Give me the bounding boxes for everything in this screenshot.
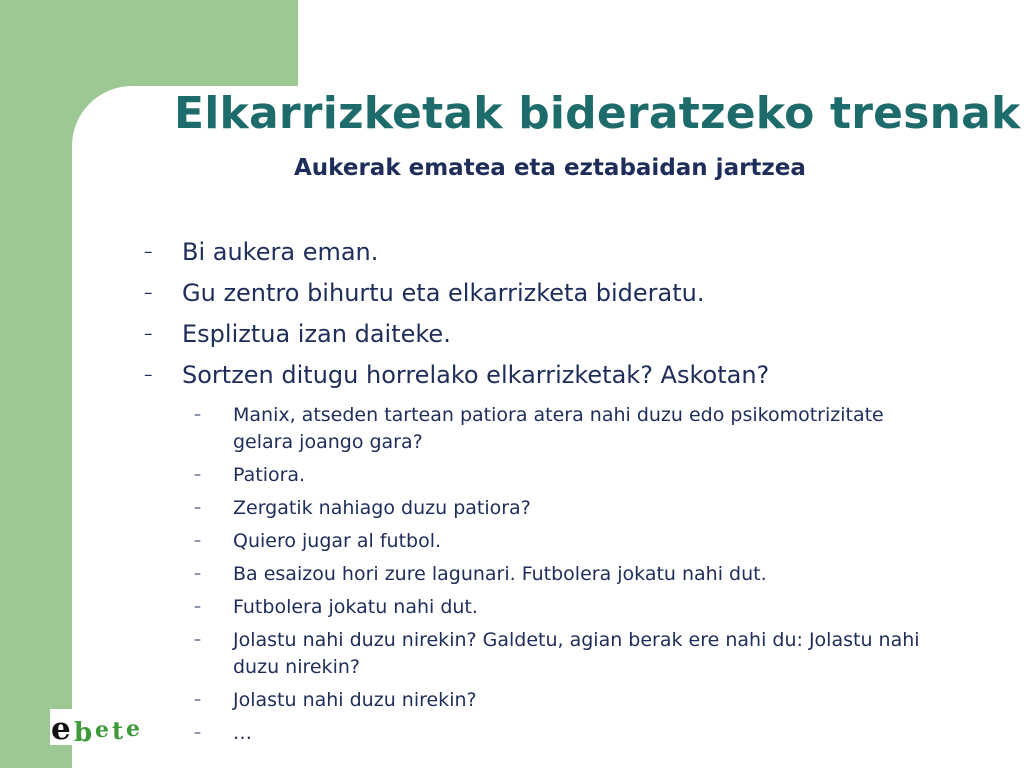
sub-bullet-text: Patiora. xyxy=(233,464,306,486)
bullet-dash: – xyxy=(144,365,153,385)
bullet-item xyxy=(140,273,769,314)
sub-bullet-dash: – xyxy=(194,533,201,549)
sub-bullet-dash: – xyxy=(194,632,201,648)
decorative-frame-top xyxy=(72,0,298,86)
sub-bullet-dash: – xyxy=(194,692,201,708)
decorative-frame-left xyxy=(0,0,72,768)
sub-bullet-text: … xyxy=(233,722,252,744)
ebete-logo xyxy=(50,709,156,745)
sub-bullet-text: Manix, atseden tartean patiora atera nahi duzu edo psikomotrizitate gelara joango gara? xyxy=(233,404,884,453)
slide-subtitle: Aukerak ematea eta eztabaidan jartzea xyxy=(294,155,806,181)
bullet-text: Gu zentro bihurtu eta elkarrizketa bideratu. xyxy=(182,279,705,307)
logo-letter-e: e xyxy=(51,711,71,745)
bullet-text: Sortzen ditugu horrelako elkarrizketak? Askotan? xyxy=(182,361,770,389)
sub-bullet-item xyxy=(190,720,930,747)
sub-bullet-item xyxy=(190,687,930,714)
bullet-item xyxy=(140,355,769,396)
bullet-list xyxy=(140,232,769,396)
sub-bullet-dash: – xyxy=(194,500,201,516)
bullet-text: Espliztua izan daiteke. xyxy=(182,320,451,348)
bullet-item xyxy=(140,314,769,355)
sub-bullet-dash: – xyxy=(194,467,201,483)
bullet-dash: – xyxy=(144,283,153,303)
sub-bullet-dash: – xyxy=(194,566,201,582)
sub-bullet-item xyxy=(190,561,930,588)
logo-letter-b: b xyxy=(74,718,93,745)
sub-bullet-dash: – xyxy=(194,599,201,615)
sub-bullet-text: Futbolera jokatu nahi dut. xyxy=(233,596,478,618)
bullet-dash: – xyxy=(144,324,153,344)
sub-bullet-item xyxy=(190,495,930,522)
bullet-dash: – xyxy=(144,242,153,262)
sub-bullet-item xyxy=(190,627,930,681)
sub-bullet-list xyxy=(190,402,930,753)
slide-title: Elkarrizketak bideratzeko tresnak xyxy=(174,88,1021,139)
sub-bullet-text: Zergatik nahiago duzu patiora? xyxy=(233,497,531,519)
sub-bullet-item xyxy=(190,528,930,555)
sub-bullet-dash: – xyxy=(194,725,201,741)
logo-letter-t: t xyxy=(112,716,124,745)
sub-bullet-text: Ba esaizou hori zure lagunari. Futbolera jokatu nahi dut. xyxy=(233,563,767,585)
sub-bullet-item xyxy=(190,402,930,456)
sub-bullet-item xyxy=(190,462,930,489)
bullet-text: Bi aukera eman. xyxy=(182,238,379,266)
logo-letter-e3: e xyxy=(126,716,140,742)
sub-bullet-item xyxy=(190,594,930,621)
sub-bullet-text: Quiero jugar al futbol. xyxy=(233,530,442,552)
sub-bullet-dash: – xyxy=(194,407,201,423)
bullet-item xyxy=(140,232,769,273)
sub-bullet-text: Jolastu nahi duzu nirekin? xyxy=(233,689,477,711)
sub-bullet-text: Jolastu nahi duzu nirekin? Galdetu, agian berak ere nahi du: Jolastu nahi duzu nirekin? xyxy=(233,629,920,678)
logo-letter-e2: e xyxy=(95,717,109,743)
